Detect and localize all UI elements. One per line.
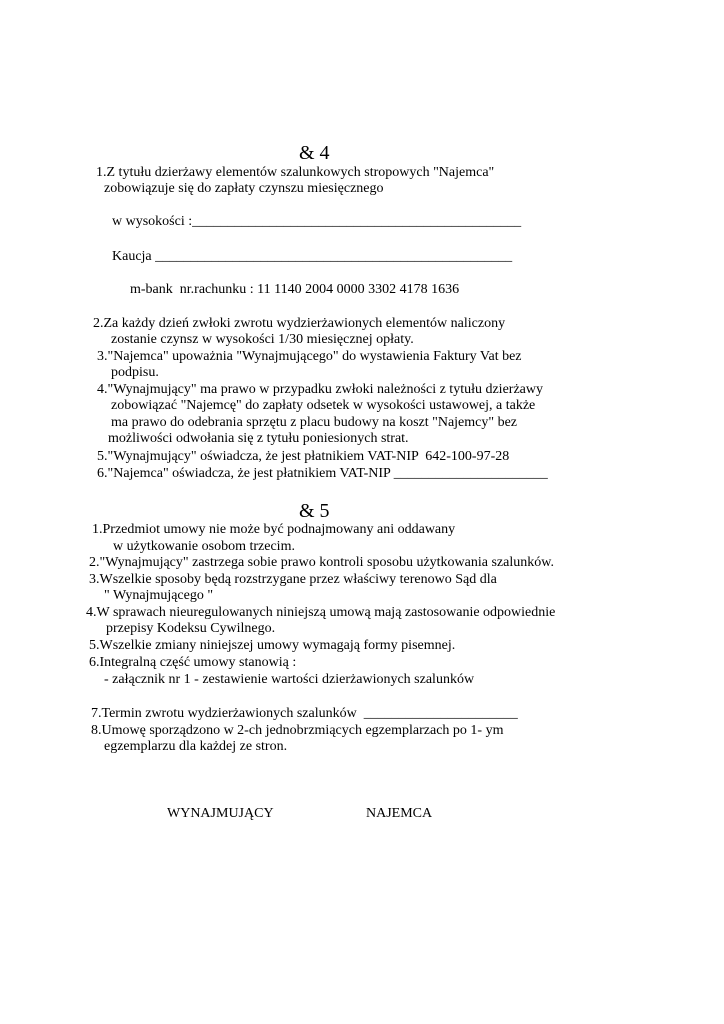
clause-4-4-line-1: 4."Wynajmujący" ma prawo w przypadku zwłoki należności z tytułu dzierżawy [97, 382, 543, 397]
bank-account-line: m-bank nr.rachunku : 11 1140 2004 0000 3302 4178 1636 [130, 282, 460, 297]
rent-amount-line: w wysokości :_______________________________________________ [112, 214, 522, 229]
clause-5-8-line-1: 8.Umowę sporządzono w 2-ch jednobrzmiących egzemplarzach po 1- ym [91, 723, 504, 738]
clause-5-3-line-2: " Wynajmującego " [104, 588, 214, 603]
clause-4-2-line-1: 2.Za każdy dzień zwłoki zwrotu wydzierżawionych elementów naliczony [93, 316, 506, 331]
deposit-line: Kaucja ___________________________________________________ [112, 249, 513, 264]
clause-4-2-line-2: zostanie czynsz w wysokości 1/30 miesięcznej opłaty. [111, 332, 414, 347]
clause-5-5-line-1: 5.Wszelkie zmiany niniejszej umowy wymagają formy pisemnej. [89, 638, 456, 653]
clause-5-4-line-2: przepisy Kodeksu Cywilnego. [106, 621, 276, 636]
clause-4-3-line-1: 3."Najemca" upoważnia "Wynajmującego" do wystawienia Faktury Vat bez [97, 349, 522, 364]
clause-5-1-line-1: 1.Przedmiot umowy nie może być podnajmowany ani oddawany [92, 522, 456, 537]
lessee-signature-label: NAJEMCA [366, 806, 433, 821]
clause-5-3-line-1: 3.Wszelkie sposoby będą rozstrzygane przez właściwy terenowo Sąd dla [89, 572, 497, 587]
clause-5-6-line-1: 6.Integralną część umowy stanowią : [89, 655, 297, 670]
lessor-signature-label: WYNAJMUJĄCY [167, 806, 274, 821]
clause-4-5-line-1: 5."Wynajmujący" oświadcza, że jest płatnikiem VAT-NIP 642-100-97-28 [97, 449, 510, 464]
clause-5-7-line-1: 7.Termin zwrotu wydzierżawionych szalunków ______________________ [91, 706, 518, 721]
section-4-heading: & 4 [299, 142, 330, 164]
section-5-heading: & 5 [299, 500, 330, 522]
clause-4-4-line-3: ma prawo do odebrania sprzętu z placu budowy na koszt "Najemcy" bez [111, 415, 518, 430]
clause-4-3-line-2: podpisu. [111, 365, 159, 380]
clause-4-1-line-1: 1.Z tytułu dzierżawy elementów szalunkowych stropowych "Najemca" [96, 165, 495, 180]
clause-5-8-line-2: egzemplarzu dla każdej ze stron. [104, 739, 288, 754]
clause-5-1-line-2: w użytkowanie osobom trzecim. [113, 539, 295, 554]
clause-4-4-line-4: możliwości odwołania się z tytułu poniesionych strat. [108, 431, 409, 446]
clause-4-1-line-2: zobowiązuje się do zapłaty czynszu miesięcznego [104, 181, 384, 196]
clause-4-4-line-2: zobowiązać "Najemcę" do zapłaty odsetek w wysokości ustawowej, a także [111, 398, 536, 413]
clause-5-6-line-2: - załącznik nr 1 - zestawienie wartości dzierżawionych szalunków [104, 672, 475, 687]
clause-5-4-line-1: 4.W sprawach nieuregulowanych niniejszą umową mają zastosowanie odpowiednie [86, 605, 556, 620]
clause-5-2-line-1: 2."Wynajmujący" zastrzega sobie prawo kontroli sposobu użytkowania szalunków. [89, 555, 554, 570]
clause-4-6-line-1: 6."Najemca" oświadcza, że jest płatnikiem VAT-NIP ______________________ [97, 466, 548, 481]
